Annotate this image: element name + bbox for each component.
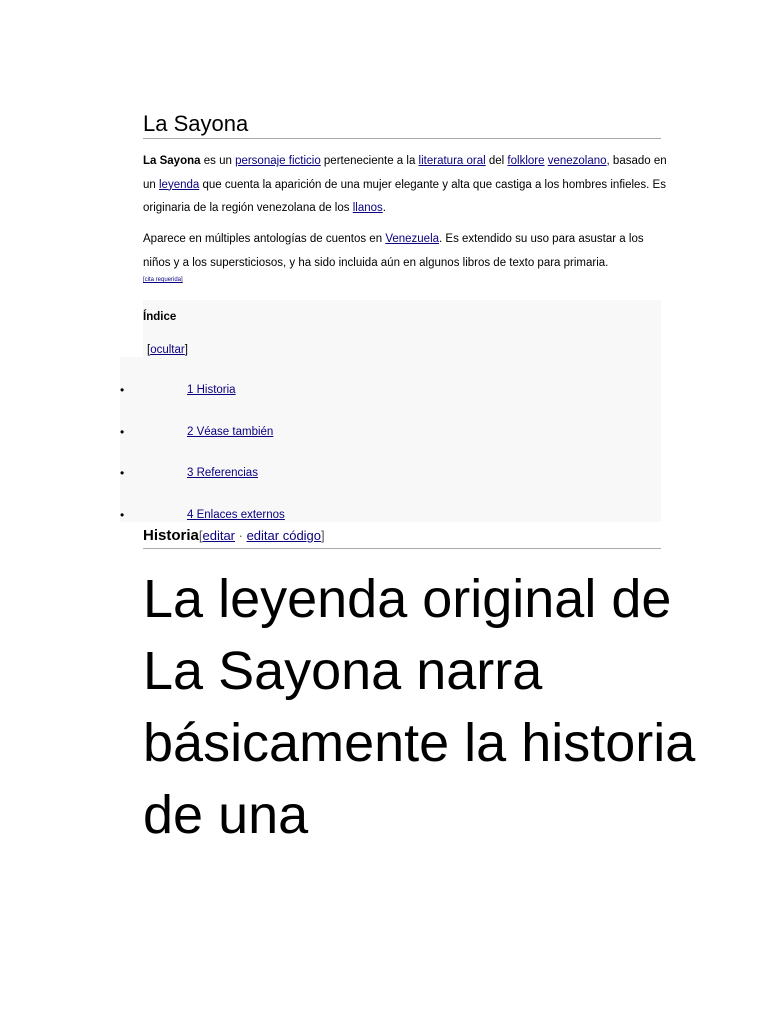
bullet-icon: • [120, 466, 125, 480]
intro-text-1: es un [200, 155, 236, 167]
intro-text-3: del [485, 155, 508, 167]
link-venezolano[interactable]: venezolano [547, 155, 607, 167]
citation-needed-link[interactable]: [cita requerida] [143, 277, 183, 283]
section-title: Historia [143, 527, 199, 544]
intro-bold-term: La Sayona [143, 155, 201, 167]
link-folklore[interactable]: folklore [507, 155, 545, 167]
toc-link-historia[interactable]: 1 Historia [187, 384, 236, 396]
intro-text-6: que cuenta la aparición de una mujer elegante y alta que castiga a los hombres infieles. Es originaria de la región venezolana de los [143, 178, 666, 214]
link-literatura-oral[interactable]: literatura oral [418, 155, 486, 167]
section-heading-historia [143, 525, 661, 549]
toc-box-top [143, 300, 661, 357]
toc-toggle-open: [ [147, 344, 151, 356]
edit-link[interactable]: editar [202, 528, 236, 543]
second-text-2: . Es extendido su uso para asustar a los niños y a los supersticiosos, y ha sido incluida aún en algunos libros de texto para primaria. [143, 233, 644, 269]
link-llanos[interactable]: llanos [352, 202, 383, 214]
intro-text-2: perteneciente a la [320, 155, 419, 167]
second-paragraph [143, 228, 668, 275]
toc-toggle [147, 342, 188, 358]
toc-title: Índice [143, 311, 177, 323]
toc-hide-link[interactable]: ocultar [150, 344, 185, 356]
link-leyenda[interactable]: leyenda [159, 178, 200, 191]
edit-separator: · [235, 528, 247, 543]
bullet-icon: • [120, 425, 125, 439]
link-venezuela[interactable]: Venezuela [385, 233, 440, 245]
toc-link-vease-tambien[interactable]: 2 Véase también [187, 426, 274, 438]
toc-toggle-close: ] [184, 344, 188, 356]
bullet-icon: • [120, 508, 125, 522]
citation-needed [143, 276, 183, 284]
toc-link-referencias[interactable]: 3 Referencias [187, 467, 258, 479]
link-personaje-ficticio[interactable]: personaje ficticio [235, 155, 321, 167]
intro-text-5: , basado en un [143, 155, 667, 191]
edit-open-bracket: [ [198, 528, 203, 543]
article-title: La Sayona [143, 110, 661, 139]
intro-paragraph [143, 150, 668, 221]
second-text-1: Aparece en múltiples antologías de cuentos en [143, 233, 386, 245]
toc-link-enlaces-externos[interactable]: 4 Enlaces externos [187, 509, 285, 521]
edit-code-link[interactable]: editar código [246, 528, 322, 543]
intro-text-7: . [382, 202, 386, 214]
edit-close-bracket: ] [321, 528, 325, 543]
bullet-icon: • [120, 383, 125, 397]
large-body-text: La leyenda original de La Sayona narra básicamente la historia de una [143, 569, 696, 845]
section-edit-links [199, 528, 325, 543]
